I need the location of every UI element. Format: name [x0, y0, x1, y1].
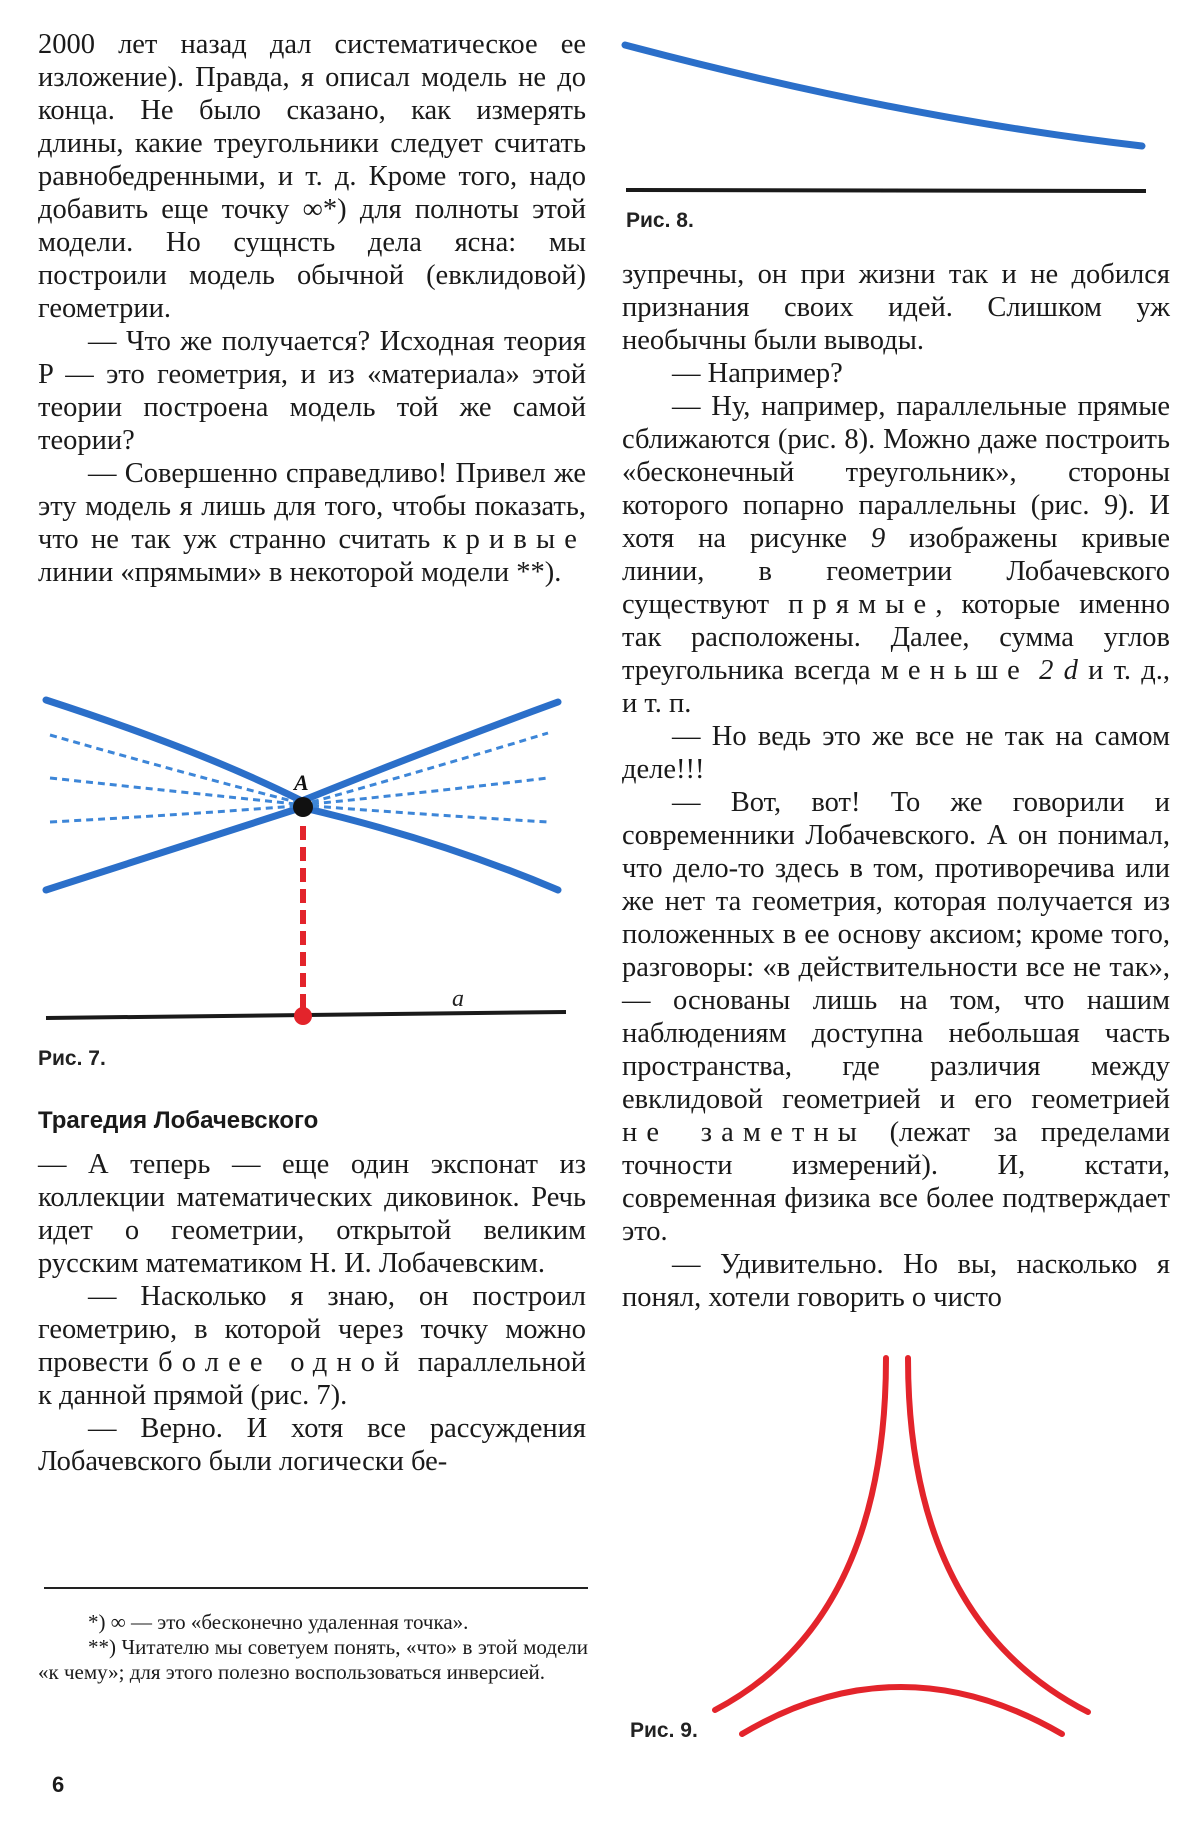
figure-9-caption: Рис. 9. [630, 1719, 698, 1742]
text-run: — Вот, вот! То же говорили и современники Лобачевского. А он понимал, что дело-то здесь в том, противоречива или же нет та геометрия, которая получается из положенных в ее основу аксиом; кроме того, разговоры: «в действительности все не так», — основаны лишь на том, что нашим наблюдениям доступна небольшая часть пространства, где различия между евклидовой геометрией и его геометрией [622, 787, 1170, 1115]
footnote: *) ∞ — это «бесконечно удаленная точка». [88, 1610, 469, 1634]
spaced-emphasis: более одной [158, 1347, 409, 1378]
triangle-side-bottom [742, 1687, 1062, 1734]
text-run: — Ну, например, параллельные прямые сближаются (рис. 8). Можно даже построить «бесконечный треугольник», стороны которого попарно параллельны (рис. 9). И хотя на рисунке [622, 391, 1170, 554]
point-a-label: A [294, 770, 309, 795]
spaced-emphasis: меньше [880, 655, 1029, 686]
paragraph: — Например? [672, 358, 843, 389]
paragraph: 2000 лет назад дал систематическое ее изложение). Правда, я описал модель не до конца. Не было сказано, как измерять длины, какие треугольники следует считать равнобедренными, и т. д. Кроме того, надо добавить еще точку ∞*) для полноты этой модели. Но сущнсть дела ясна: мы построили модель обычной (евклидовой) геометрии. [38, 29, 586, 324]
page-number: 6 [52, 1772, 65, 1797]
footnote-separator [44, 1587, 588, 1589]
foot-point [294, 1007, 312, 1025]
text-run: (лежат за пределами точности измерений). И, кстати, современная физика все более подтверждает это. [622, 1117, 1170, 1247]
figure-9-ideal-triangle [715, 1358, 1088, 1734]
paragraph: — Удивительно. Но вы, насколько я понял, хотели говорить о чисто [622, 1249, 1170, 1313]
point-a [293, 797, 313, 817]
paragraph [622, 390, 1170, 720]
right-column [622, 258, 1170, 1314]
text-run: и т. д., и т. п. [622, 655, 1171, 719]
text-run: — Совершенно справедливо! Привел же эту модель я лишь для того, чтобы показать, что не так уж странно считать [38, 458, 586, 555]
figure-8-straight-line [626, 190, 1146, 191]
figure-8-converging-curve [625, 45, 1142, 146]
figure-8-caption: Рис. 8. [626, 209, 694, 232]
text-run: параллельной к данной прямой (рис. 7). [38, 1347, 587, 1411]
figure-ref: 9 [870, 523, 886, 554]
spaced-emphasis: не заметны [622, 1117, 867, 1148]
text-run: линии «прямыми» в некоторой модели **). [38, 557, 562, 588]
dashed-parallel [312, 733, 548, 802]
figure-7-solid-lines [46, 700, 558, 890]
section-body [38, 1148, 586, 1478]
upper-hyperbola-right [304, 702, 558, 800]
lower-hyperbola-left [46, 808, 300, 890]
paragraph: — Верно. И хотя все рассуждения Лобачевского были логически бе- [38, 1413, 586, 1477]
line-a-label: a [452, 986, 464, 1012]
paragraph: зупречны, он при жизни так и не добился признания своих идей. Слишком уж необычны были выводы. [622, 259, 1170, 356]
footnote: **) Читателю мы советуем понять, «что» в этой модели «к чему»; для этого полезно воспользоваться инверсией. [38, 1635, 588, 1684]
paragraph: — Но ведь это же все не так на самом деле!!! [622, 721, 1170, 785]
text-run: изображены кривые линии, в геометрии Лобачевского существуют [622, 523, 1170, 620]
text-run: — Насколько я знаю, он построил геометрию, в которой через точку можно провести [38, 1281, 586, 1378]
triangle-side-right [908, 1358, 1088, 1712]
paragraph [38, 1280, 586, 1412]
paragraph: — Что же получается? Исходная теория P — это геометрия, и из «материала» этой теории построена модель той же самой теории? [38, 326, 586, 456]
figure-7-caption: Рис. 7. [38, 1047, 106, 1070]
paragraph: — А теперь — еще один экспонат из коллекции математических диковинок. Речь идет о геометрии, открытой великим русским математиком Н. И. Лобачевским. [38, 1149, 586, 1279]
paragraph [622, 786, 1170, 1248]
footnotes [38, 1610, 588, 1685]
upper-hyperbola-left [46, 700, 300, 800]
triangle-side-left [715, 1358, 886, 1710]
text-run: , которые именно так расположены. Далее, сумма углов треугольника всегда [622, 589, 1171, 686]
spaced-emphasis: кривые [442, 524, 586, 555]
math-symbol: 2 d [1039, 655, 1078, 686]
spaced-emphasis: прямые [788, 589, 936, 620]
section-heading: Трагедия Лобачевского [38, 1107, 319, 1134]
